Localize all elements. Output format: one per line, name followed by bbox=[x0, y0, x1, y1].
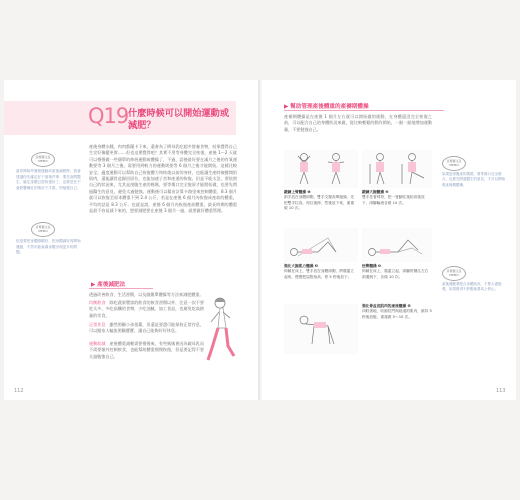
exercise-caption-4 bbox=[362, 264, 432, 280]
method-2-label: 正常作息 bbox=[89, 322, 106, 327]
exercise-caption-2 bbox=[362, 190, 432, 206]
jogging-woman-illustration bbox=[200, 294, 240, 376]
exercise-1-desc: 兩手放在身體兩側，雙手交握高舉過頭，先把雙手拉高，再往後伸，然後放下來，重複做 10 次。 bbox=[284, 195, 355, 211]
exercise-5-title: 強化骨盆底肌肉的產後體操 ❺ bbox=[362, 304, 411, 308]
exercise-3-desc: 仰躺在床上，雙手放在身體兩側，將膝蓋立起來，慢慢把屁股抬高，停 5 秒後放下。 bbox=[284, 269, 355, 279]
method-3-label: 運動助減 bbox=[89, 341, 106, 346]
memo-badge: 這裡要注意 MEMO bbox=[31, 222, 55, 237]
right-intro: 產褥期體操是在產後 1 個月左右就可以開始做的運動，在身體還沒完全恢復之前，可以配合自己的身體狀況來做，從比較輕鬆的動作開始，一點一點地增加運動量，不要勉強自己。 bbox=[284, 114, 432, 132]
exercise-4-title: 扭臀體操 ❹ bbox=[362, 264, 382, 268]
bridge-exercise-figures bbox=[284, 228, 358, 262]
memo-badge: 這裡要注意 MEMO bbox=[442, 156, 466, 171]
exercise-illustration bbox=[284, 304, 358, 354]
method-1 bbox=[89, 300, 204, 319]
method-2 bbox=[89, 322, 204, 335]
exercise-illustration bbox=[284, 228, 358, 262]
exercise-2-desc: 雙手扶著椅背，把一隻腳往後抬高後放下，兩腳輪流各做 10 次。 bbox=[362, 195, 425, 205]
exercise-caption-1 bbox=[284, 190, 356, 212]
exercise-illustration bbox=[362, 228, 432, 262]
method-3-text: 產後體重減輕需要慢慢來，有些媽媽會因為做母乳而不需要額外控制飲食，也能幫助體重慢慢恢復，但是要記得不要太過勉強自己。 bbox=[89, 341, 205, 359]
hip-twist-figures bbox=[362, 228, 432, 262]
method-2-text: 雖然照顧小孩很累，但還是要盡可能保持正常作息，可以跟家人輪流照顧寶寶，讓自己能夠好好休息。 bbox=[89, 322, 205, 334]
page-number-left: 112 bbox=[14, 388, 24, 394]
section-underline bbox=[89, 288, 153, 289]
right-section-title: ▶ 幫助管理產後體重的產褥期體操 bbox=[284, 104, 369, 110]
right-side-note-2: 產後運動要配合身體狀況，不要太過勉強，如果覺得不舒服就要馬上停止。 bbox=[442, 282, 502, 292]
side-note-2: 但是要把身體照顧好，把身體調好再開始運動，不然可能會讓身體出現更多的問題。 bbox=[16, 239, 81, 255]
exercise-caption-3 bbox=[284, 264, 356, 280]
exercise-3-title: 強化大腿肌力體操 ❸ bbox=[284, 264, 318, 268]
right-section-title-text: 幫助管理產後體重的產褥期體操 bbox=[290, 104, 369, 110]
method-1-label: 均衡飲食 bbox=[89, 300, 106, 305]
memo-badge: 這裡要注意 MEMO bbox=[442, 266, 466, 281]
section-heading: ▶ 產後減肥法 bbox=[91, 282, 126, 288]
exercise-5-desc: 四肢著地，收縮肛門與陰道的肌肉，維持 5 秒後放鬆，重複做 5～10 次。 bbox=[362, 309, 432, 319]
exercise-caption-5 bbox=[362, 304, 432, 320]
section-heading-text: 產後減肥法 bbox=[97, 282, 126, 288]
question-number: Q19 bbox=[88, 104, 129, 128]
pelvic-floor-figures bbox=[284, 304, 358, 354]
question-title: 什麼時候可以開始運動或減肥？ bbox=[128, 108, 230, 131]
exercise-illustration bbox=[284, 150, 358, 188]
method-1-text: 除吃蔬果豐富的飲食的飲食習慣以外，注意一次不要吃太多，多吃高纖的食物，少吃油膩、加工食品，也避免吃高熱量的零食。 bbox=[89, 300, 205, 318]
intro-paragraph: 產後身體水腫、肉肉都擺卡下來，還會為了擠母乳吃超多營養食物，結果覺得自己生完好像變更胖……但也這麼覺得吧？其實不用等身體完全恢復，產後 1～2 天就可以慢慢做一些簡單的伸展運動或體操了，不過，語後最好要在滿月之後的有氧運動要等 3 個月之後，需要用到較力的運動則要等 6 個月之後才能開始。這樣比較安全。適度運動可以幫助自己恢復體力和恢復以前的身材，也能讓生產時被撐開的肌肉，還能讓骨盆歸回原位，也能加速子宮和產道的恢復。但是不能太急，要依照自己的狀況來，尤其是剖腹生產的媽媽，要等傷口完全復原才能開始做，也要先問過醫生的意見，避免太過勉強。運動後可以藉由計算卡路里來控制體重，8.3 個月就可以恢復至原本體重不到 2.4 公斤，若是在產後 6 個月內恢復成產前的體重，平均的話是 8.3 公斤。也就是說，產後 6 個月內恢復產前體重，最長時期的體重是最不容易減下來的，想要減肥要在產後 3 個月一過，就要做好體重管理。 bbox=[89, 144, 237, 214]
right-side-note-1: 如果是剖腹產的媽媽，要等傷口完全癒合，也要先問過醫生的意見，才可以開始做產褥期體操。 bbox=[442, 172, 505, 187]
exercise-illustration bbox=[362, 150, 432, 188]
page-number-right: 113 bbox=[496, 388, 506, 394]
side-note-1: 當你開始考慮做運動或產後減肥時，我會建議你先確定好下面幾件事：要先詢問醫生，確定身體已經恢復好了，也要是在不會影響哺乳的情況下才做，別勉強自己。 bbox=[16, 169, 81, 190]
leg-exercise-figures bbox=[362, 150, 432, 188]
exercise-2-title: 鍛鍊大腿體操 ❷ bbox=[362, 190, 389, 194]
section-intro: 透過改善飲食、生活習慣，以及做簡單體操等方法來減肥體重。 bbox=[89, 292, 204, 297]
memo-badge: 這裡要注意 MEMO bbox=[31, 152, 55, 167]
method-3 bbox=[89, 341, 204, 360]
exercise-4-desc: 仰躺在床上，膝蓋立起，兩腳併攏往左右兩邊倒下，各做 10 次。 bbox=[362, 269, 429, 279]
right-title-underline bbox=[284, 110, 444, 111]
arm-exercise-figures bbox=[284, 150, 358, 188]
exercise-1-title: 鍛鍊上臂體操 ❶ bbox=[284, 190, 311, 194]
